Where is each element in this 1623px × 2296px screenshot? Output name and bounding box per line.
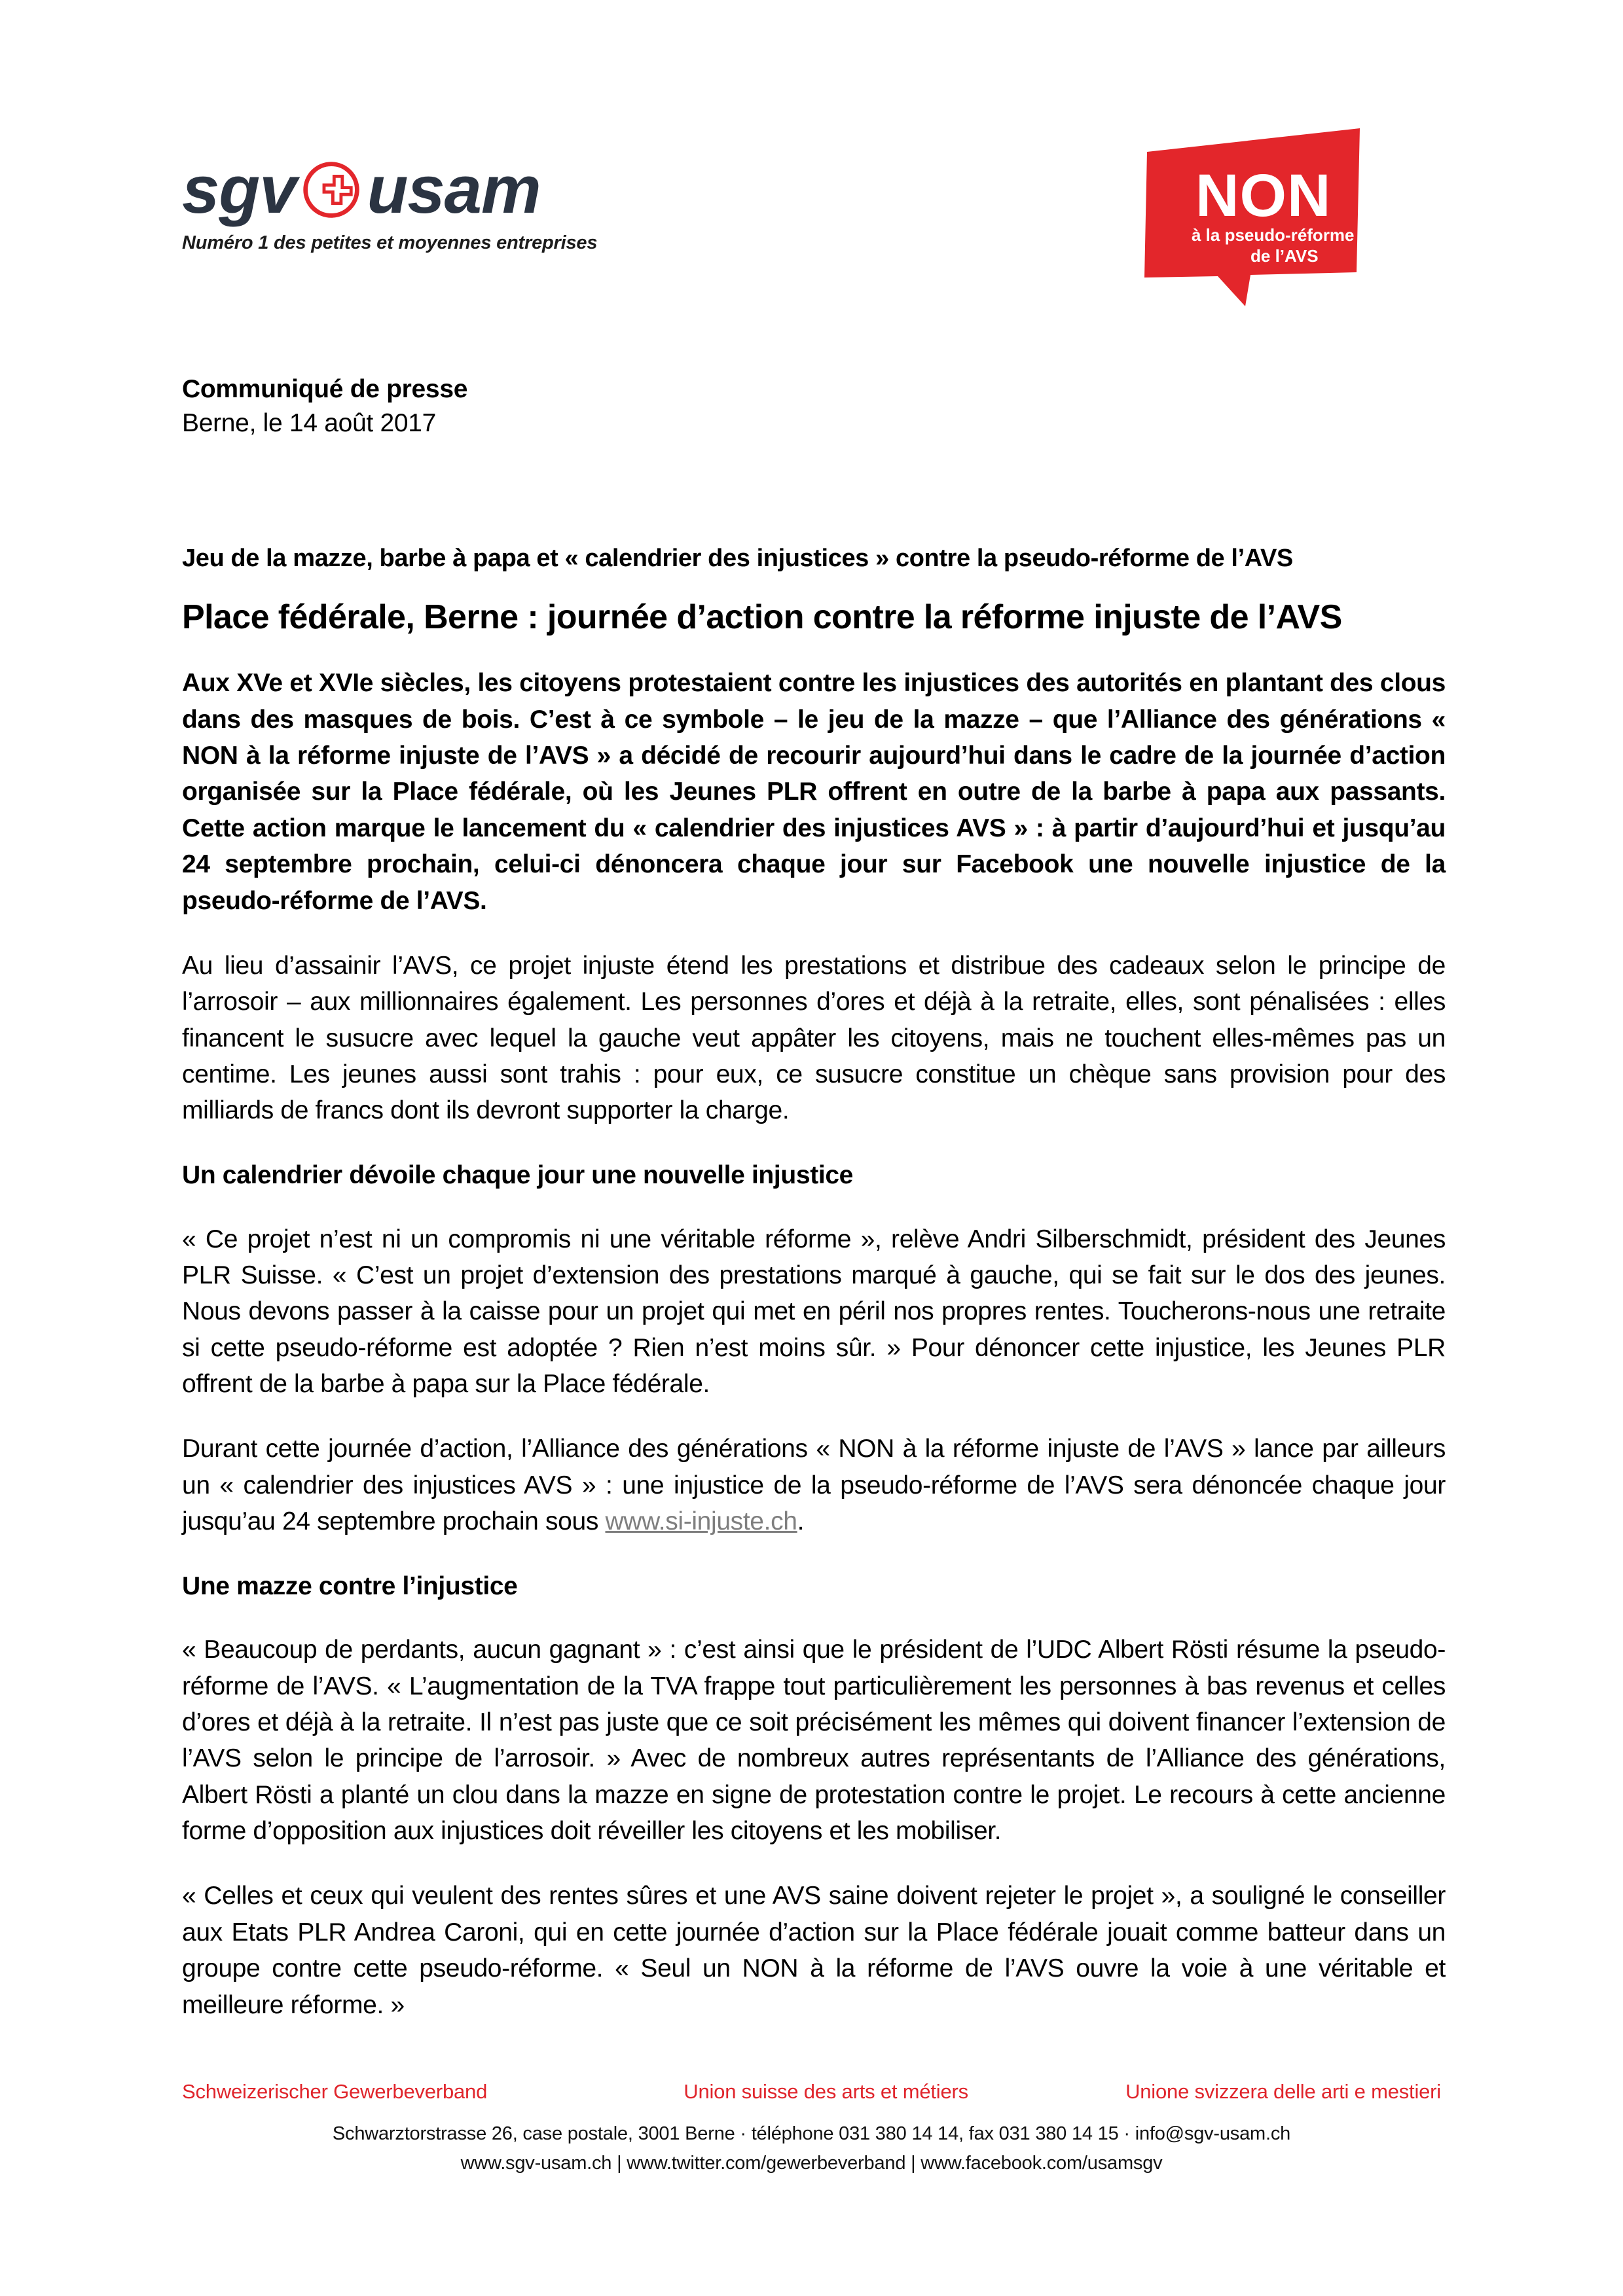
footer-name-it: Unione svizzera delle arti e mestieri bbox=[1125, 2080, 1441, 2104]
article-paragraph-3 bbox=[182, 1431, 1446, 1539]
footer-address-line: Schwarztorstrasse 26, case postale, 3001 Berne · téléphone 031 380 14 14, fax 031 380 14 15 · info@sgv-usam.ch bbox=[332, 2123, 1291, 2145]
footer-contact bbox=[0, 2119, 1623, 2178]
logo-wordmark bbox=[182, 152, 640, 227]
footer-name-de: Schweizerischer Gewerbeverband bbox=[182, 2080, 488, 2104]
si-injuste-link[interactable]: www.si-injuste.ch bbox=[605, 1507, 797, 1536]
article-headline: Place fédérale, Berne : journée d’action contre la réforme injuste de l’AVS bbox=[182, 598, 1342, 637]
sgv-usam-logo bbox=[182, 152, 640, 254]
swiss-cross-circle-icon bbox=[300, 158, 363, 221]
document-type: Communiqué de presse bbox=[182, 375, 468, 403]
non-badge-line3: de l’AVS bbox=[1250, 246, 1319, 266]
page-header bbox=[0, 0, 1623, 340]
non-badge-main-text: NON bbox=[1195, 162, 1332, 229]
article-paragraph-4: « Beaucoup de perdants, aucun gagnant » : c’est ainsi que le président de l’UDC Albert Rösti résume la pseudo-réforme de l’AVS. « L’augmentation de la TVA frappe tout particulièrement les personnes à bas revenus et celles d’ores et déjà à la retraite. Il n’est pas juste que ce soit précisément les mêmes qui doivent financer l’extension de l’AVS selon le principe de l’arrosoir. » Avec de nombreux autres représentants de l’Alliance des générations, Albert Rösti a planté un clou dans la mazze en signe de protestation contre le projet. Le recours à cette ancienne forme d’opposition aux injustices doit réveiller les citoyens et les mobiliser. bbox=[182, 1636, 1446, 1846]
footer-association-names bbox=[0, 2080, 1623, 2104]
page-footer bbox=[0, 2080, 1623, 2178]
logo-tagline: Numéro 1 des petites et moyennes entreprises bbox=[182, 232, 598, 253]
article-kicker: Jeu de la mazze, barbe à papa et « calendrier des injustices » contre la pseudo-réforme de l’AVS bbox=[182, 544, 1293, 572]
article-lead-paragraph: Aux XVe et XVIe siècles, les citoyens protestaient contre les injustices des autorités en plantant des clous dans des masques de bois. C’est à ce symbole – le jeu de la mazze – que l’Alliance des générations « NON à la réforme injuste de l’AVS » a décidé de recourir aujourd’hui dans le cadre de la journée d’action organisée sur la Place fédérale, où les Jeunes PLR offrent en outre de la barbe à papa aux passants. Cette action marque le lancement du « calendrier des injustices AVS » : à partir d’aujourd’hui et jusqu’au 24 septembre prochain, celui-ci dénoncera chaque jour sur Facebook une nouvelle injustice de la pseudo-réforme de l’AVS. bbox=[182, 669, 1446, 915]
non-badge-line2: à la pseudo-réforme bbox=[1192, 225, 1355, 245]
article-subheading-2: Une mazze contre l’injustice bbox=[182, 1571, 518, 1600]
document-place-date: Berne, le 14 août 2017 bbox=[182, 408, 437, 437]
article-paragraph-5: « Celles et ceux qui veulent des rentes sûres et une AVS saine doivent rejeter le projet », a souligné le conseiller aux Etats PLR Andrea Caroni, qui en cette journée d’action sur la Place fédérale jouait comme batteur dans un groupe contre cette pseudo-réforme. « Seul un NON à la réforme de l’AVS ouvre la voie à une véritable et meilleure réforme. » bbox=[182, 1882, 1446, 2019]
logo-word-sgv: sgv bbox=[182, 152, 297, 227]
article-paragraph-1: Au lieu d’assainir l’AVS, ce projet injuste étend les prestations et distribue des cadeaux selon le principe de l’arrosoir – aux millionnaires également. Les personnes d’ores et déjà à la retraite, elles, sont pénalisées : elles financent le susucre avec lequel la gauche veut appâter les citoyens, mais ne touchent elles-mêmes pas un centime. Les jeunes aussi sont trahis : pour eux, ce susucre constitue un chèque sans provision pour des milliards de francs dont ils devront supporter la charge. bbox=[182, 951, 1446, 1125]
article-subheading-1: Un calendrier dévoile chaque jour une nouvelle injustice bbox=[182, 1160, 854, 1189]
logo-word-usam: usam bbox=[367, 152, 541, 227]
footer-links-line: www.sgv-usam.ch | www.twitter.com/gewerbeverband | www.facebook.com/usamsgv bbox=[460, 2153, 1163, 2174]
article-paragraph-2: « Ce projet n’est ni un compromis ni une véritable réforme », relève Andri Silberschmidt, président des Jeunes PLR Suisse. « C’est un projet d’extension des prestations marqué à gauche, qui se fait sur le dos des jeunes. Nous devons passer à la caisse pour un projet qui met en péril nos propres rentes. Toucherons-nous une retraite si cette pseudo-réforme est adoptée ? Rien n’est moins sûr. » Pour dénoncer cette injustice, les Jeunes PLR offrent de la barbe à papa sur la Place fédérale. bbox=[182, 1225, 1446, 1398]
footer-name-fr: Union suisse des arts et métiers bbox=[684, 2080, 968, 2104]
non-campaign-badge bbox=[1140, 126, 1363, 309]
paragraph-3-text-after-link: . bbox=[797, 1507, 805, 1536]
paragraph-3-text-before-link: Durant cette journée d’action, l’Alliance des générations « NON à la réforme injuste de l’AVS » lance par ailleurs un « calendrier des injustices AVS » : une injustice de la pseudo-réforme de l’AVS sera dénoncée chaque jour jusqu’au 24 septembre prochain sous bbox=[182, 1435, 1446, 1536]
document-body bbox=[182, 373, 1446, 2023]
